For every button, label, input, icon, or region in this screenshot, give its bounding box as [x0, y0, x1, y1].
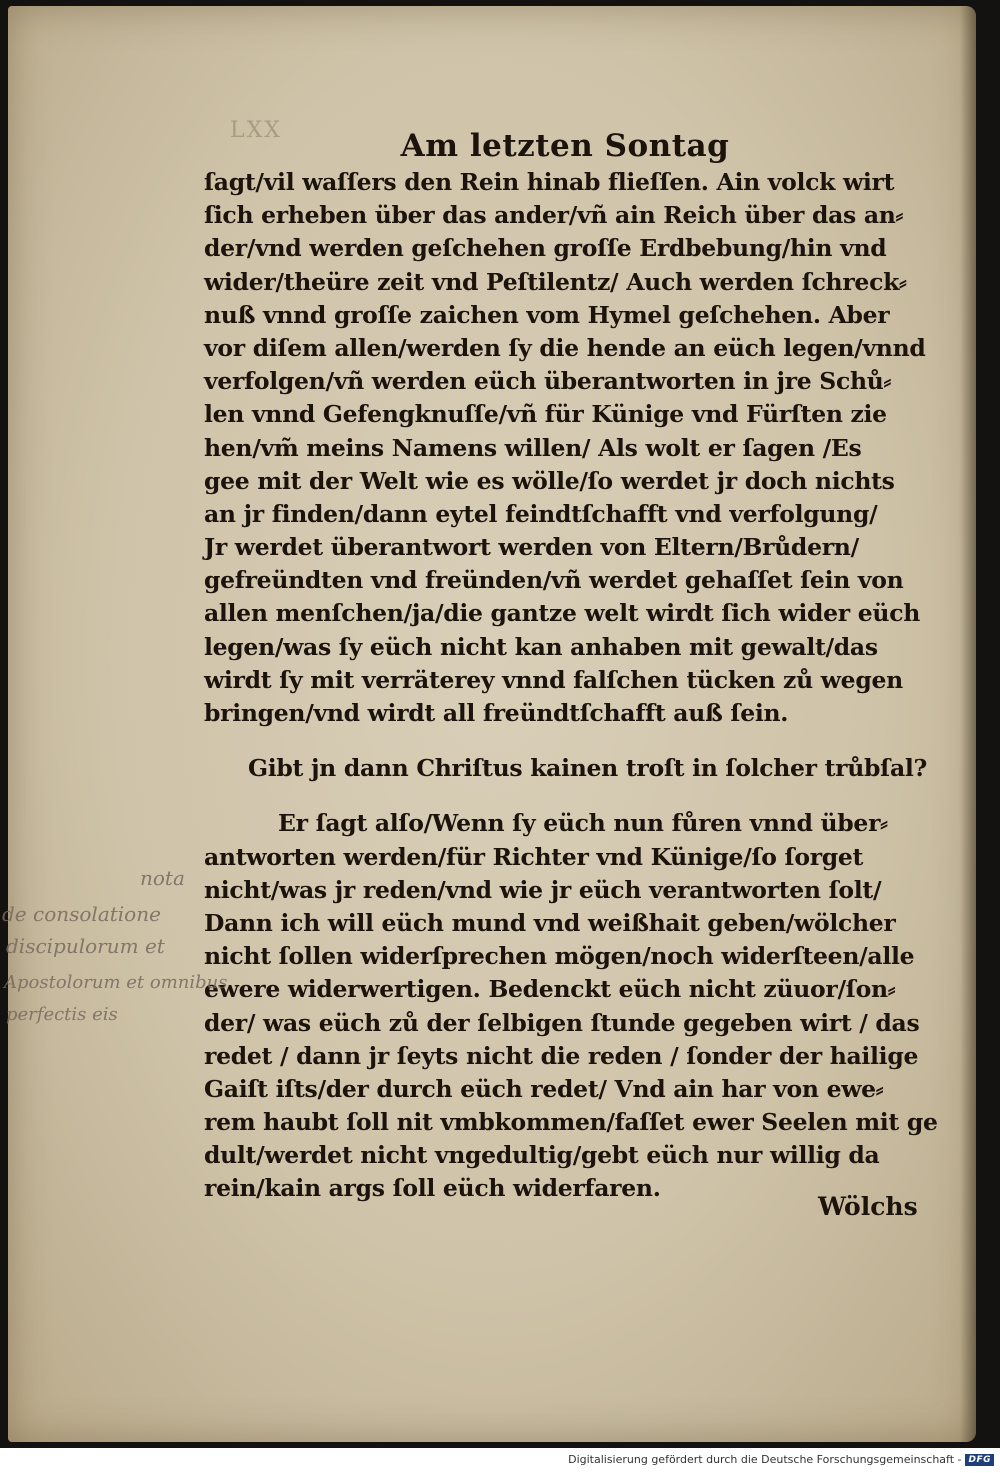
digitization-footer [568, 1453, 994, 1466]
text-line: der/vnd werden geſchehen groſſe Erdbebung/hin vnd [204, 234, 887, 263]
margin-note: nota [140, 866, 185, 890]
text-line: ſich erheben über das ander/vñ ain Reich über das an⸗ [204, 201, 904, 230]
text-line: gefreündten vnd freünden/vñ werdet gehaſſet ſein von [204, 566, 904, 595]
text-line: Jr werdet überantwort werden von Eltern/Brůdern/ [204, 533, 859, 562]
text-line: antworten werden/für Richter vnd Künige/ſo ſorget [204, 842, 864, 871]
text-line: redet / dann jr ſeyts nicht die reden / ſonder der hailige [204, 1041, 919, 1070]
text-line: der/ was eüch zů der ſelbigen ſtunde gegeben wirt / das [204, 1008, 920, 1037]
text-line: dult/werdet nicht vngedultig/gebt eüch nur willig da [204, 1141, 880, 1170]
text-line: rein/kain args ſoll eüch widerfaren. [204, 1174, 661, 1203]
text-line: bringen/vnd wirdt all freündtſchafft auß ſein. [204, 699, 789, 727]
text-line: Er ſagt alſo/Wenn ſy eüch nun fůren vnnd über⸗ [278, 809, 888, 838]
text-line: ſagt/vil waſſers den Rein hinab flieſſen. Ain volck wirt [204, 168, 895, 196]
text-line: wider/theüre zeit vnd Peſtilentz/ Auch werden ſchreck⸗ [204, 267, 907, 296]
text-line: legen/was ſy eüch nicht kan anhaben mit gewalt/das [204, 632, 878, 661]
margin-note: de consolatione [2, 902, 161, 926]
text-line: rem haubt ſoll nit vmbkommen/faſſet ewer Seelen mit ge [204, 1108, 938, 1137]
text-line: nicht/was jr reden/vnd wie jr eüch verantworten ſolt/ [204, 875, 882, 904]
margin-note: Apostolorum et omnibus [4, 972, 228, 993]
text-line: Dann ich will eüch mund vnd weißhait geben/wölcher [204, 908, 896, 937]
text-line: hen/vm̃ meins Namens willen/ Als wolt er ſagen /Es [204, 433, 862, 462]
text-line: wirdt ſy mit verräterey vnnd falſchen tücken zů wegen [204, 665, 903, 694]
text-line: an jr finden/dann eytel feindtſchafft vnd verfolgung/ [204, 499, 878, 528]
dfg-logo: DFG [965, 1454, 994, 1466]
margin-note: discipulorum et [6, 934, 165, 958]
text-line: ewere widerwertigen. Bedenckt eüch nicht züuor/ſon⸗ [204, 975, 896, 1004]
margin-note: perfectis eis [6, 1004, 118, 1025]
text-line: nicht ſollen widerſprechen mögen/noch widerſteen/alle [204, 942, 915, 971]
main-text-block [204, 166, 964, 1206]
ghost-text: LXX [230, 118, 282, 143]
text-line: gee mit der Welt wie es wölle/ſo werdet jr doch nichts [204, 466, 895, 495]
running-head: Am letzten Sontag [400, 128, 730, 164]
text-line: Gaiſt iſts/der durch eüch redet/ Vnd ain har von ewe⸗ [204, 1074, 884, 1103]
text-line: vor diſem allen/werden ſy die hende an eüch legen/vnnd [204, 333, 926, 362]
question-line: Gibt jn dann Chriſtus kainen troſt in ſolcher trůbſal? [248, 754, 928, 783]
text-line: nuß vnnd groſſe zaichen vom Hymel geſchehen. Aber [204, 300, 890, 329]
catchword: Wölchs [818, 1192, 918, 1221]
text-line: allen menſchen/ja/die gantze welt wirdt ſich wider eüch [204, 599, 921, 628]
text-line: verfolgen/vñ werden eüch überantworten in jre Schů⸗ [204, 367, 892, 396]
text-line: len vnnd Gefengknuſſe/vñ für Künige vnd Fürſten zie [204, 400, 887, 429]
footer-credit: Digitalisierung gefördert durch die Deutsche Forschungsgemeinschaft - [568, 1453, 962, 1466]
